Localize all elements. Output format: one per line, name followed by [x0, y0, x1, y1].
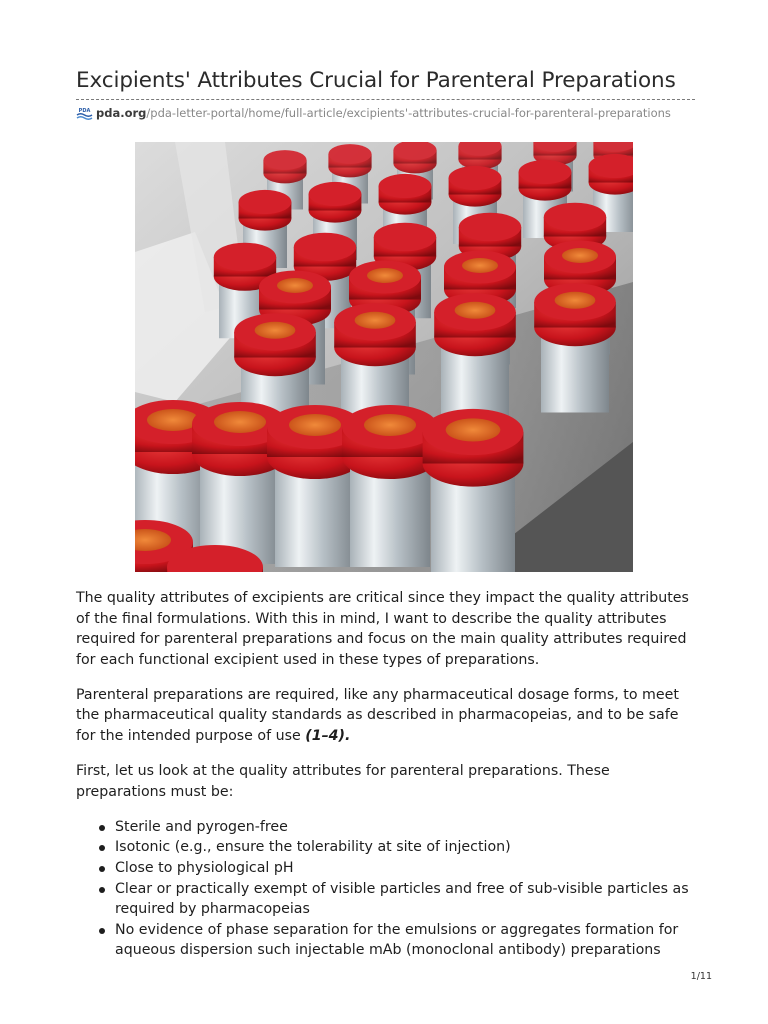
paragraph-standards: [76, 685, 696, 747]
title-divider: [76, 99, 695, 100]
svg-text:PDA: PDA: [78, 108, 91, 114]
list-item: Clear or practically exempt of visible particles and free of sub-visible particles as required by pharmacopeias: [115, 879, 696, 920]
source-path-link[interactable]: /pda-letter-portal/home/full-article/excipients'-attributes-crucial-for-parenteral-preparations: [146, 106, 671, 120]
pda-logo-icon: [76, 106, 93, 120]
page-number: 1/11: [690, 971, 712, 982]
paragraph-intro: The quality attributes of excipients are critical since they impact the quality attributes of the final formulations. With this in mind, I want to describe the quality attributes required for parenteral preparations and focus on the main quality attributes required for each functional excipient used in these types of preparations.: [76, 590, 689, 668]
article-title: Excipients' Attributes Crucial for Parenteral Preparations: [76, 68, 676, 93]
paragraph-attributes: First, let us look at the quality attributes for parenteral preparations. These preparations must be:: [76, 763, 610, 800]
article-body: [76, 588, 696, 961]
reference-link[interactable]: (1–4).: [305, 728, 351, 745]
list-item: Close to physiological pH: [115, 858, 696, 879]
vials-photo: [135, 142, 633, 572]
source-line: [76, 105, 671, 121]
hero-image: [135, 142, 633, 572]
source-domain-link[interactable]: pda.org: [96, 106, 147, 120]
paragraph-standards-text: Parenteral preparations are required, like any pharmaceutical dosage forms, to meet the pharmaceutical quality standards as described in pharmacopeias, and to be safe for the intended purpose of use: [76, 686, 679, 745]
list-item: No evidence of phase separation for the emulsions or aggregates formation for aqueous dispersion such injectable mAb (monoclonal antibody) preparations: [115, 920, 696, 961]
list-item: Sterile and pyrogen-free: [115, 817, 696, 838]
list-item: Isotonic (e.g., ensure the tolerability at site of injection): [115, 837, 696, 858]
attributes-list: [76, 817, 696, 961]
